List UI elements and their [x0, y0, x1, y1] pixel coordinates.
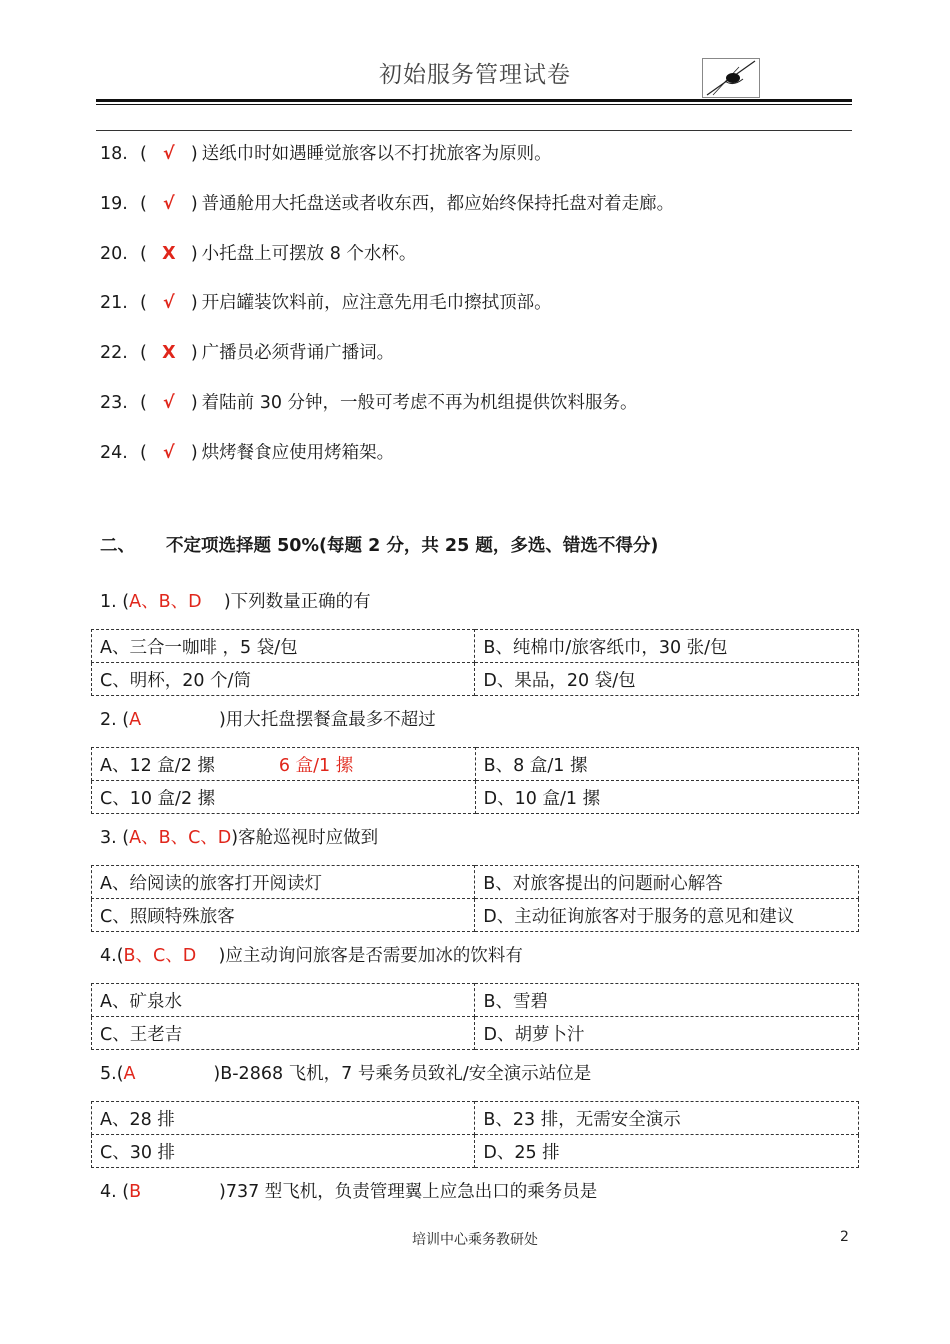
answer-mark: √ — [162, 393, 175, 413]
option-cell: B、对旅客提出的问题耐心解答 — [475, 866, 859, 899]
option-cell: B、纯棉巾/旅客纸巾，30 张/包 — [475, 630, 859, 663]
option-cell: A、28 排 — [92, 1102, 475, 1135]
tf-item: 19. ( √ ) 普通舱用大托盘送或者收东西，都应始终保持托盘对着走廊。 — [100, 194, 675, 214]
question-stem: 4. (B )737 型飞机，负责管理翼上应急出口的乘务员是 — [100, 1182, 598, 1202]
answer-text: A — [129, 710, 142, 730]
tf-item: 23. ( √ ) 着陆前 30 分钟，一般可考虑不再为机组提供饮料服务。 — [100, 393, 638, 413]
header-rule — [96, 99, 852, 102]
options-table — [91, 747, 859, 814]
tf-item: 24. ( √ ) 烘烤餐食应使用烤箱架。 — [100, 443, 395, 463]
logo-icon — [702, 58, 760, 98]
option-cell: C、照顾特殊旅客 — [92, 899, 475, 932]
tf-item: 20. ( X ) 小托盘上可摆放 8 个水杯。 — [100, 244, 417, 264]
answer-mark: X — [162, 343, 176, 363]
tf-item: 21. ( √ ) 开启罐装饮料前，应注意先用毛巾擦拭顶部。 — [100, 293, 552, 313]
header-rule-thin — [96, 104, 852, 105]
tf-item: 18. ( √ ) 送纸巾时如遇睡觉旅客以不打扰旅客为原则。 — [100, 144, 552, 164]
answer-mark: √ — [162, 144, 175, 164]
option-cell: C、30 排 — [92, 1135, 475, 1168]
footer-text: 培训中心乘务教研处 — [412, 1232, 538, 1248]
question-stem: 3. (A、B、C、D)客舱巡视时应做到 — [100, 828, 379, 848]
option-cell: D、25 排 — [475, 1135, 859, 1168]
question-stem: 5.(A )B-2868 飞机，7 号乘务员致礼/安全演示站位是 — [100, 1064, 592, 1084]
option-cell: D、果品，20 袋/包 — [475, 663, 859, 696]
answer-mark: X — [162, 244, 176, 264]
answer-text: A、B、D — [129, 592, 202, 612]
option-cell: B、8 盒/1 摞 — [475, 748, 858, 781]
question-stem: 2. (A )用大托盘摆餐盒最多不超过 — [100, 710, 436, 730]
section-heading: 二、 不定项选择题 50%(每题 2 分，共 25 题，多选、错选不得分) — [100, 536, 659, 556]
option-cell: A、12 盒/2 摞 6 盒/1 摞 — [92, 748, 476, 781]
option-cell: D、10 盒/1 摞 — [475, 781, 858, 814]
answer-text: A、B、C、D — [129, 828, 232, 848]
answer-mark: √ — [162, 443, 175, 463]
option-cell: C、10 盒/2 摞 — [92, 781, 476, 814]
answer-mark: √ — [162, 194, 175, 214]
answer-mark: √ — [162, 293, 175, 313]
options-table — [91, 865, 859, 932]
option-cell: A、给阅读的旅客打开阅读灯 — [92, 866, 475, 899]
answer-text: B — [129, 1182, 142, 1202]
option-cell: B、23 排，无需安全演示 — [475, 1102, 859, 1135]
tf-item: 22. ( X ) 广播员必须背诵广播词。 — [100, 343, 395, 363]
options-table — [91, 983, 859, 1050]
page-title: 初始服务管理试卷 — [379, 62, 571, 88]
options-table — [91, 1101, 859, 1168]
page-number: 2 — [840, 1229, 849, 1245]
option-cell: D、胡萝卜汁 — [475, 1017, 859, 1050]
question-stem: 1. (A、B、D )下列数量正确的有 — [100, 592, 371, 612]
answer-text: A — [123, 1064, 136, 1084]
option-cell: A、三合一咖啡 ，5 袋/包 — [92, 630, 475, 663]
handwritten-note: 6 盒/1 摞 — [278, 755, 354, 776]
body-rule — [96, 130, 852, 131]
option-cell: D、主动征询旅客对于服务的意见和建议 — [475, 899, 859, 932]
option-cell: B、雪碧 — [475, 984, 859, 1017]
question-stem: 4.(B、C、D )应主动询问旅客是否需要加冰的饮料有 — [100, 946, 523, 966]
options-table — [91, 629, 859, 696]
answer-text: B、C、D — [123, 946, 197, 966]
option-cell: C、王老吉 — [92, 1017, 475, 1050]
option-cell: C、明杯，20 个/筒 — [92, 663, 475, 696]
option-cell: A、矿泉水 — [92, 984, 475, 1017]
